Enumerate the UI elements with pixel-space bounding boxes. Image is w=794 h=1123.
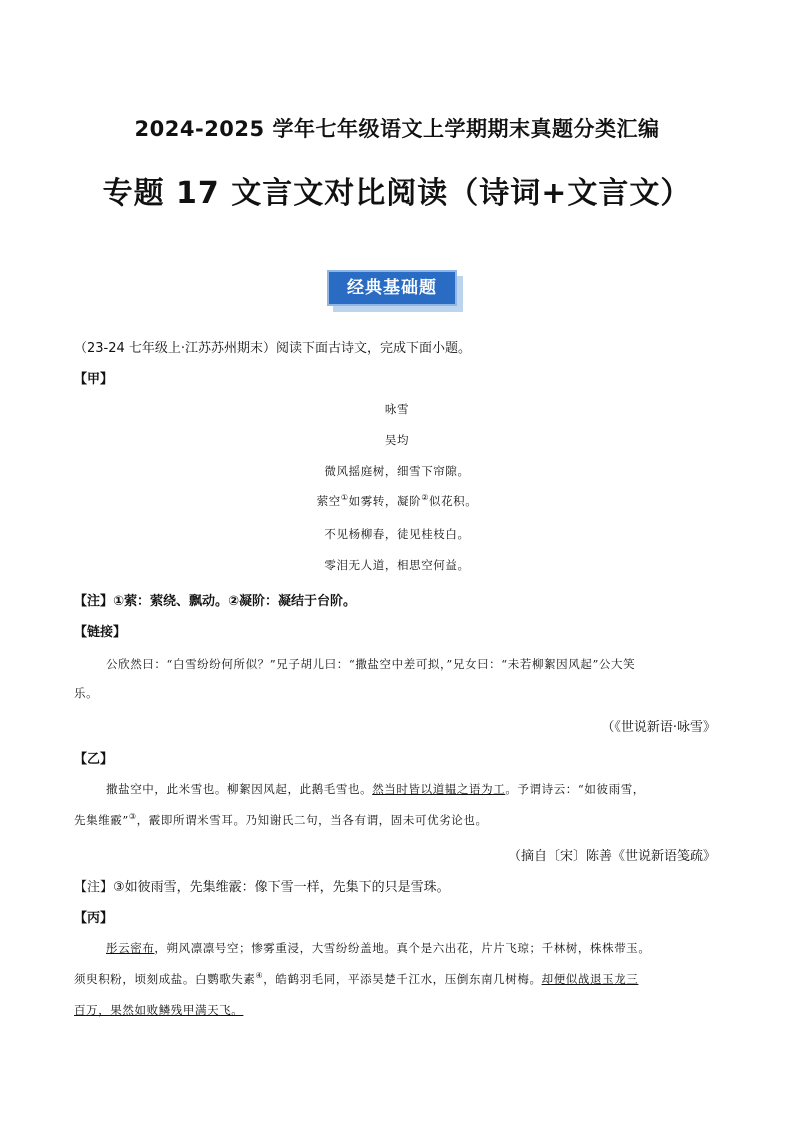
bing-underlined-sentence: 却便似战退玉龙三: [541, 972, 639, 986]
yi-underlined-sentence: 然当时皆以道韫之语为工: [372, 782, 506, 796]
yi-text-line-1: [106, 781, 645, 797]
badge-label: 经典基础题: [327, 270, 457, 306]
yi-source: （摘自〔宋〕陈善《世说新语笺疏》: [507, 849, 716, 864]
bing-text-line-1: [106, 940, 651, 956]
document-title: 2024-2025 学年七年级语文上学期期末真题分类汇编: [134, 117, 660, 141]
section-jia-label: 【甲】: [74, 372, 114, 387]
poem-line-2: [0, 493, 794, 509]
poem-line-2-part: 萦空: [316, 494, 341, 508]
yi-text-part: ，霰即所谓米雪耳。乃知谢氏二句，当各有谓，固未可优劣论也。: [136, 813, 488, 827]
bing-text-line-2: [74, 971, 638, 987]
footnote-marker: ②: [421, 493, 429, 503]
section-link-label: 【链接】: [74, 625, 127, 640]
bing-underlined-phrase: 彤云密布: [106, 941, 155, 955]
section-badge: [327, 270, 465, 314]
bing-text-part: ，皓鹤羽毛同，平添吴楚千江水，压倒东南几树梅。: [263, 972, 542, 986]
poem-line-3: 不见杨柳春，徒见桂枝白。: [324, 527, 470, 541]
poem-line-2-part: 似花积。: [428, 494, 478, 508]
footnote-marker: ③: [128, 812, 137, 822]
topic-title: 专题 17 文言文对比阅读（诗词+文言文）: [102, 176, 692, 211]
yi-note-text: 【注】③如彼雨雪，先集维霰：像下雪一样，先集下的只是雪珠。: [74, 880, 450, 895]
jia-note: [74, 590, 356, 609]
link-source: （《世说新语·咏雪》: [601, 720, 716, 735]
yi-note: [74, 876, 450, 895]
bing-underlined-sentence: 百万，果然如败鳞残甲满天飞。: [74, 1003, 244, 1017]
yi-text-part: 先集维霰”: [74, 813, 129, 827]
poem-author: 吴均: [384, 433, 410, 447]
question-intro: （23-24 七年级上·江苏苏州期末）阅读下面古诗文，完成下面小题。: [74, 341, 472, 356]
yi-text-part: 撒盐空中，此米雪也。柳絮因风起，此鹅毛雪也。: [106, 782, 373, 796]
yi-text-part: 。予谓诗云：“如彼雨雪，: [505, 782, 645, 796]
yi-text-line-2: [74, 812, 488, 828]
poem-line-2-part: 如雾转，凝阶: [348, 494, 422, 508]
poem-line-4: 零泪无人道，相思空何益。: [324, 558, 470, 572]
poem-line-1: 微风摇庭树，细雪下帘隙。: [324, 464, 470, 478]
section-yi-label: 【乙】: [74, 752, 114, 767]
link-text-line-1: 公欣然曰：“白雪纷纷何所似？”兄子胡儿曰：“撒盐空中差可拟，”兄女曰：“未若柳絮因风起”公大笑: [106, 657, 636, 671]
section-bing-label: 【丙】: [74, 911, 114, 926]
bing-text-part: ，朔风凛凛号空；惨雾重浸，大雪纷纷盖地。真个是六出花，片片飞琼；千林树，株株带玉。: [154, 941, 651, 955]
footnote-marker: ④: [255, 971, 264, 981]
poem-title: 咏雪: [384, 402, 410, 416]
footnote-marker: ①: [340, 493, 349, 503]
jia-note-text: 【注】①萦：萦绕、飘动。②凝阶：凝结于台阶。: [74, 594, 357, 609]
link-text-line-2: 乐。: [74, 686, 99, 700]
bing-text-line-3: [74, 1002, 243, 1018]
bing-text-part: 须臾积粉，顷刻成盐。白鹦歌失素: [74, 972, 256, 986]
